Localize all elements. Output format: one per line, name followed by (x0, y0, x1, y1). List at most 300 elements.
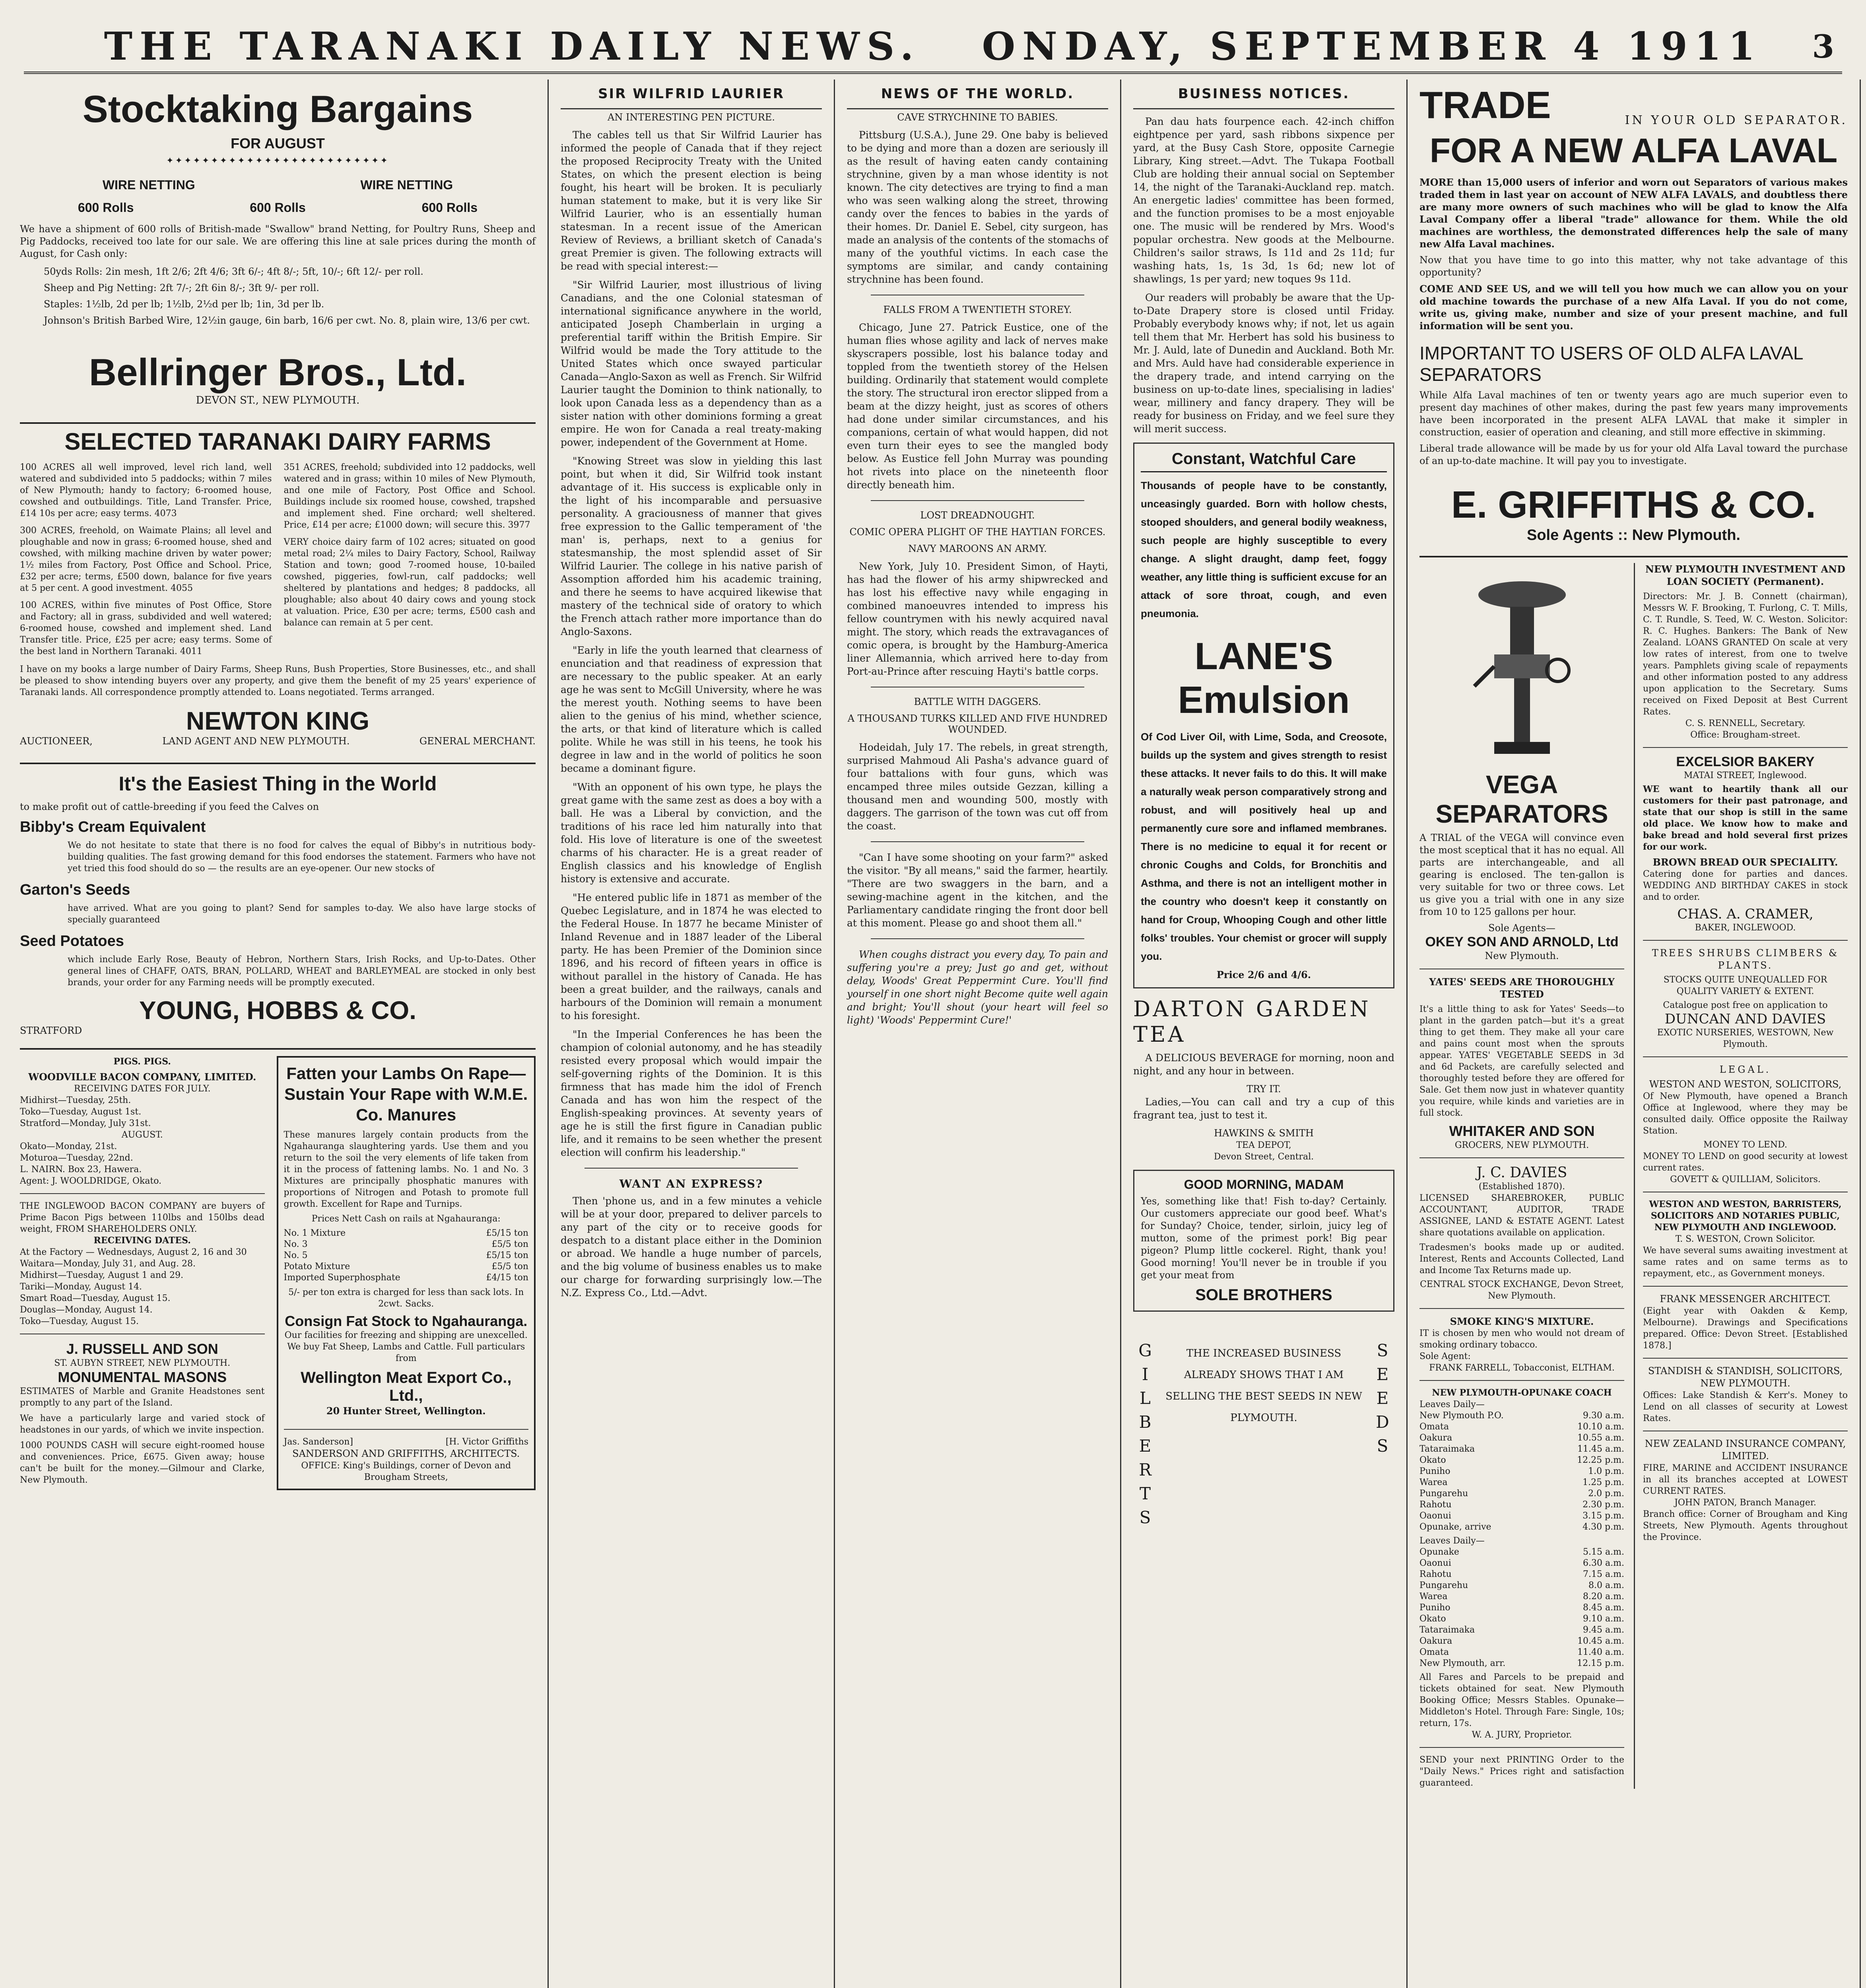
whitaker-subtitle: GROCERS, NEW PLYMOUTH. (1454, 1140, 1589, 1150)
stop-name: Tataraimaka (1419, 1444, 1475, 1454)
timetable-row (1419, 1580, 1624, 1591)
date-line: Moturoa—Tuesday, 22nd. (20, 1153, 133, 1163)
right-lower-right (1634, 563, 1848, 1789)
timetable-row (1419, 1613, 1624, 1625)
date-line: Midhirst—Tuesday, August 1 and 29. (20, 1270, 184, 1280)
wellington-meat-ad (277, 1056, 536, 1490)
okey-address: New Plymouth. (1485, 950, 1559, 961)
darton-depot: TEA DEPOT, (1236, 1140, 1291, 1150)
article-paragraph: New York, July 10. President Simon, of Hayti, has had the flower of his army shipwrecked and has lost his effective navy while engaging in combined manoeuvres intended to impress his fellow countrymen with his newly acquired naval might. The story, which reads the extravagances of comic opera, is brought by the Hamburg-America liner Allemannia, which arrived here to-day from Port-au-Prince after rescuing Hayti's battle corps. (847, 561, 1108, 677)
yates-heading: YATES' SEEDS ARE THOROUGHLY TESTED (1429, 976, 1615, 1000)
date-line: Smart Road—Tuesday, August 15. (20, 1293, 171, 1303)
trees-catalogue: Catalogue post free on application to (1663, 1000, 1828, 1010)
price-value: £5/15 ton (486, 1228, 528, 1238)
express-text (561, 1194, 822, 1299)
brown-bread: BROWN BREAD OUR SPECIALITY. (1652, 856, 1838, 868)
timetable-row (1419, 1499, 1624, 1510)
okey-name: OKEY SON AND ARNOLD, Ltd (1425, 934, 1619, 949)
article-subhead: A THOUSAND TURKS KILLED AND FIVE HUNDRED WOUNDED. (847, 713, 1108, 735)
govett-name: GOVETT & QUILLIAM, Solicitors. (1670, 1175, 1821, 1184)
alfa-now: Now that you have time to go into this matter, why not take advantage of this opportunity? (1419, 254, 1848, 278)
wellington-address: 20 Hunter Street, Wellington. (326, 1405, 486, 1417)
important-title: IMPORTANT TO USERS OF OLD ALFA LAVAL SEPARATORS (1419, 343, 1803, 385)
poem: When coughs distract you every day, To pain and suffering you're a prey; Just go and get, without delay, Woods' Great Peppermint Cure. You'll find yourself in one short night Become quite well again and bright; You'll shout (your heart will feel so light) 'Woods' Peppermint Cure!' (847, 949, 1108, 1026)
divider (871, 841, 1084, 842)
timetable-row (1419, 1421, 1624, 1433)
stop-time: 10.55 a.m. (1577, 1433, 1624, 1443)
stop-time: 10.10 a.m. (1577, 1422, 1624, 1432)
inglewood-bacon: THE INGLEWOOD BACON COMPANY are buyers of Prime Bacon Pigs between 110lbs and 150lbs dead weight, FROM SHAREHOLDERS ONLY. (20, 1201, 265, 1234)
farm-listing: 351 ACRES, freehold; subdivided into 12 paddocks, well watered and in grass; within 10 miles of New Plymouth, and one mile of Factory, Post Office and School. Buildings include six roomed house, cowshed, trapshed and implement shed. Fine orchard; well sheltered. Price, £14 per acre; £1000 down; will secure this. 3977 (283, 462, 536, 530)
dairy-farms-ad (20, 422, 536, 747)
money-text: MONEY TO LEND on good security at lowest current rates. (1643, 1151, 1848, 1173)
bibby-title: Bibby's Cream Equivalent (20, 819, 206, 835)
jury-name: W. A. JURY, Proprietor. (1472, 1730, 1572, 1740)
stock-text: We have a particularly large and varied stock of headstones in our yards, of which we invite inspection. (20, 1413, 265, 1435)
timetable-row (1419, 1547, 1624, 1558)
section-header: NEWS OF THE WORLD. (847, 80, 1108, 109)
stop-name: Oaonui (1419, 1511, 1451, 1521)
price-item: No. 5 (283, 1250, 308, 1260)
cramer-subtitle: BAKER, INGLEWOOD. (1695, 923, 1796, 933)
bellringer-address: DEVON ST., NEW PLYMOUTH. (196, 394, 360, 406)
price-value: £5/5 ton (491, 1262, 528, 1272)
column-news-of-world (835, 80, 1121, 1988)
stop-time: 2.0 p.m. (1588, 1489, 1624, 1499)
pigs-heading: PIGS. PIGS. (113, 1056, 171, 1067)
stop-name: Tataraimaka (1419, 1625, 1475, 1635)
article-paragraph: Then 'phone us, and in a few minutes a vehicle will be at your door, prepared to deliver parcels to any part of the city or to receive goods for despatch to a distant place either in the Dominion or abroad. We handle a huge number of parcels, and the big volume of business enables us to make our charge for forwarding surprisingly low.—The N.Z. Express Co., Ltd.—Advt. (561, 1195, 822, 1299)
price-value: £5/5 ton (491, 1239, 528, 1249)
weston-text: Of New Plymouth, have opened a Branch Office at Inglewood, where they may be consulted daily. Office opposite the Railway Station. (1643, 1091, 1848, 1136)
stop-time: 12.25 p.m. (1577, 1455, 1624, 1465)
notice-paragraph: Our readers will probably be aware that the Up-to-Date Drapery store is closed until Friday. Probably everybody knows why; if not, let us again tell them that Mr. Herbert has sold his business to Mr. J. Auld, late of Dunedin and Auckland. Both Mr. and Mrs. Auld have had considerable experience in the drapery trade, and intend carrying on the business on up-to-date lines, specialising in ladies' wear, millinery and fancy drapery. They will be ready for business on Friday, and we feel sure they will merit success. (1133, 292, 1394, 435)
russell-address: ST. AUBYN STREET, NEW PLYMOUTH. (54, 1358, 231, 1368)
stocktaking-ad (20, 87, 536, 327)
stop-name: New Plymouth P.O. (1419, 1411, 1504, 1421)
stop-name: Warea (1419, 1592, 1448, 1602)
article-subhead: AN INTERESTING PEN PICTURE. (607, 112, 775, 123)
article-body (561, 128, 822, 1159)
article-paragraph: Hodeidah, July 17. The rebels, in great strength, surprised Mahmoud Ali Pasha's advance guard of four battalions with four guns, which was encamped three miles outside Gezzan, killing a thousand men and wounding 500, mostly with daggers. The garrison of the town was cut off from the coast. (847, 742, 1108, 832)
stop-name: Oakura (1419, 1636, 1452, 1646)
gilberts-text: THE INCREASED BUSINESS ALREADY SHOWS THAT I AM SELLING THE BEST SEEDS IN NEW PLYMOUTH. (1165, 1347, 1362, 1424)
bellringer-ad (20, 351, 536, 406)
davies-text: LICENSED SHAREBROKER, PUBLIC ACCOUNTANT, AUDITOR, TRADE ASSIGNEE, LAND & ESTATE AGENT. Latest share quotations available on application. (1419, 1193, 1624, 1238)
date-line: Toko—Tuesday, August 15. (20, 1316, 139, 1326)
price-item: No. 1 Mixture (283, 1228, 346, 1238)
investment-text: Directors: Mr. J. B. Connett (chairman), Messrs W. F. Brooking, T. Furlong, C. T. Mills, C. T. Rundle, S. Teed, W. C. Weston. Solicitor: R. C. Hughes. Bankers: The Bank of New Zealand. LOANS GRANTED On scale at very low rates of interest, from one to twelve years. Pamphlets giving scale of repayments and other information posted to any address upon application to the Secretary. Sums received on Fixed Deposit at Best Current Rates. (1643, 592, 1848, 717)
garton-text: have arrived. What are you going to plant? Send for samples to-day. We also have large stocks of specially guaranteed (68, 903, 536, 925)
potatoes-text: which include Early Rose, Beauty of Hebron, Northern Stars, Irish Rocks, and Up-to-Dates. Other general lines of CHAFF, OATS, BRAN, POLLARD, WHEAT and BARLEYMEAL are stocked in only best brands, your order for any Farming needs will be promptly executed. (68, 955, 536, 988)
messenger-name: FRANK MESSENGER ARCHITECT. (1660, 1293, 1831, 1305)
price-item: Potato Mixture (283, 1262, 350, 1272)
article-paragraph: The cables tell us that Sir Wilfrid Laurier has informed the people of Canada that if they reject the proposed Reciprocity Treaty with the United States, on which the present election is being fought, his heart will be broken. It is peculiarly human statement to make, but it is very like Sir Wilfrid Laurier, who is an essentially human statesman. In a recent issue of the American Review of Reviews, a brilliant sketch of Canada's great Premier is given. The following extracts will be read with special interest:— (561, 129, 822, 272)
smoke-agent: Sole Agent: (1419, 1351, 1471, 1361)
nzins-text: FIRE, MARINE and ACCIDENT INSURANCE in all its branches accepted at LOWEST CURRENT RATES. (1643, 1463, 1848, 1496)
stop-name: Rahotu (1419, 1569, 1452, 1579)
discount-text: 5/- per ton extra is charged for less than sack lots. In 2cwt. Sacks. (288, 1287, 524, 1309)
column-right-ads (1408, 80, 1861, 1988)
price-table (284, 1228, 529, 1283)
russell-name: J. RUSSELL AND SON (66, 1341, 218, 1357)
sanderson-name: SANDERSON AND GRIFFITHS, ARCHITECTS. (292, 1448, 520, 1459)
article-paragraph: Chicago, June 27. Patrick Eustice, one of the human flies whose agility and lack of nerves make skyscrapers possible, lost his balance today and toppled from the twentieth storey of the Helsen building. Ordinarily that statement would complete the story. The structural iron erector slipped from a beam at the dizzy height, just as scores of others had done under similar circumstances, and his companions, certain of what would happen, did not even turn their eyes to see the mangled body below. As Eustice fell John Murray was pounding hot rivets into place on the nineteenth floor directly beneath him. (847, 322, 1108, 491)
stop-time: 7.15 a.m. (1583, 1569, 1624, 1579)
receiving-dates: RECEIVING DATES FOR JULY. (74, 1084, 211, 1094)
legal-heading: LEGAL. (1719, 1064, 1771, 1075)
date-line: AUGUST. (121, 1130, 163, 1140)
yates-text: It's a little thing to ask for Yates' Seeds—to plant in the garden patch—but it's a great thing to get them. They make all your care and pains count most when the sprouts appear. YATES' VEGETABLE SEEDS in 3d and 6d Packets, are carefully selected and thoroughly tested before they are offered for Sale. Get them now just in whatever quantity you require, while kinds and varieties are in full stock. (1419, 1004, 1624, 1118)
inglewood-dates-title: RECEIVING DATES. (93, 1235, 191, 1246)
davies-exchange: CENTRAL STOCK EXCHANGE, Devon Street, New Plymouth. (1420, 1279, 1624, 1301)
price-row (284, 1239, 529, 1250)
griffiths-name: E. GRIFFITHS & CO. (1451, 483, 1816, 526)
right-lower-left (1419, 563, 1624, 1789)
woodville-name: WOODVILLE BACON COMPANY, LIMITED. (28, 1071, 256, 1083)
stop-name: Omata (1419, 1422, 1449, 1432)
divider (20, 1193, 265, 1194)
darton-ladies: Ladies,—You can call and try a cup of this fragrant tea, just to test it. (1133, 1096, 1394, 1121)
prices-note: Prices Nett Cash on rails at Ngahauranga: (311, 1214, 501, 1224)
article-paragraph: Pittsburg (U.S.A.), June 29. One baby is believed to be dying and more than a dozen are seriously ill as the result of having eaten candy containing strychnine, given by a man whose identity is not known. The city detectives are trying to find a man who was seen walking along the street, throwing candy over the fences to babies in the yards of their homes. Dr. Daniel E. Sebel, city surgeon, has made an analysis of the contents of the stomachs of many of the youthful victims. In each case the symptoms are similar, and candy containing strychnine has been found. (847, 129, 1108, 285)
stop-time: 5.15 a.m. (1583, 1547, 1624, 1557)
lanes-emulsion-ad (1133, 443, 1394, 988)
article-subhead: LOST DREADNOUGHT. (920, 510, 1035, 521)
price-item: Imported Superphosphate (283, 1273, 400, 1283)
emulsion-title: Emulsion (1178, 679, 1350, 721)
bakery-text: WE want to heartily thank all our customers for their past patronage, and state that our shop is still in the same old place. We know how to make and bake bread and hold several first prizes for our work. (1643, 784, 1848, 852)
gilberts-seeds-ad (1133, 1319, 1394, 1716)
cream-separator-icon (1470, 571, 1574, 762)
farm-listing: VERY choice dairy farm of 102 acres; situated on good metal road; 2¼ miles to Dairy Factory, School, Railway Station and town; good 7-roomed house, 10-bailed cowshed, piggeries, fowl-run, calf paddocks; well sheltered by plantations and hedges; 8 paddocks, all ploughable; also about 40 dairy cows and young stock at valuation. Price, £30 per acre; terms, £500 cash and balance can remain at 5 per cent. (283, 537, 536, 628)
davies-text2: Tradesmen's books made up or audited. Interest, Rents and Accounts Collected, Land and Income Tax Returns made up. (1419, 1242, 1624, 1276)
partner-name: [H. Victor Griffiths (445, 1437, 528, 1447)
stop-time: 6.30 a.m. (1583, 1558, 1624, 1568)
lanes-text: Of Cod Liver Oil, with Lime, Soda, and Creosote, builds up the system and gives strength to resist these attacks. It never fails to do this. It will make a naturally weak person comparatively strong and robust, and will positively heal up and permanently cure sore and inflamed membranes. There is no medicine to equal it for recent or chronic Coughs and Colds, for Bronchitis and Asthma, and there is not an intelligent mother in the country who doesn't keep it constantly on hand for Croup, Whooping Cough and other little folks' troubles. Your chemist or grocer will supply you. (1141, 731, 1387, 962)
stocktaking-title: Stocktaking Bargains (82, 88, 473, 130)
consign-title: Consign Fat Stock to Ngahauranga. (285, 1313, 528, 1329)
stocktaking-item: Sheep and Pig Netting: 2ft 7/-; 2ft 6in 8/-; 3ft 9/- per roll. (44, 282, 319, 293)
article-paragraph: "Knowing Street was slow in yielding this last point, but when it did, Sir Wilfrid took instant advantage of it. His success is explicable only in the light of his incomparable and persuasive personality. A graciousness of manner that gives free expression to the Gallic temperament of 'the man' is, perhaps, next to a genius for statesmanship, the most splendid asset of Sir Wilfrid Laurier. The college in his native parish of Assomption afforded him his academic training, and there he seems to have acquired likewise that mastery of the technical side of oratory to which the French attach rather more importance than do Anglo-Saxons. (561, 455, 822, 637)
divider (1643, 940, 1848, 941)
davies-name: J. C. DAVIES (1476, 1165, 1567, 1181)
gilberts-vertical: G I L B E R T S (1138, 1341, 1152, 1527)
farrell-name: FRANK FARRELL, Tobacconist, ELTHAM. (1429, 1363, 1615, 1373)
whitaker-name: WHITAKER AND SON (1449, 1123, 1595, 1139)
date-line: Douglas—Monday, August 14. (20, 1305, 153, 1315)
stop-time: 1.25 p.m. (1583, 1477, 1624, 1487)
bakery-subtitle: MATAI STREET, Inglewood. (1683, 771, 1807, 780)
liberal-text: Liberal trade allowance will be made by us for your old Alfa Laval toward the purchase of an up-to-date machine. It will pay you to investigate. (1419, 443, 1848, 466)
nzins-office: Branch office: Corner of Brougham and King Streets, New Plymouth. Agents throughout the Province. (1643, 1509, 1848, 1542)
farm-listing: 100 ACRES, within five minutes of Post Office, Store and Factory; all in grass, subdivided and well watered; 6-roomed house, cowshed and implement shed. Land Transfer title. Price, £25 per acre; easy terms. Some of the best land in Northern Taranaki. 4011 (20, 600, 272, 656)
constant-care-text: Thousands of people have to be constantly, unceasingly guarded. Born with hollow chests, stooped shoulders, and general bodily weakness, such people are highly susceptible to every change. A slight draught, damp feet, foggy weather, any little thing is sufficient excuse for an attack of sore throat, cough, and even pneumonia. (1141, 480, 1387, 619)
date-line: Stratford—Monday, July 31st. (20, 1118, 151, 1128)
weston2-solicitor: T. S. WESTON, Crown Solicitor. (1675, 1234, 1816, 1244)
column-advertisements (8, 80, 549, 1988)
date-line: Midhirst—Tuesday, 25th. (20, 1095, 131, 1105)
article-paragraph: "Can I have some shooting on your farm?" asked the visitor. "By all means," said the farmer, heartily. "There are two swaggers in the barn, and a sewing-machine agent in the kitchen, and the Parliamentary candidate ringing the front door bell at this moment. Please go and shoot them all." (847, 852, 1108, 929)
divider (1643, 1358, 1848, 1359)
alfa-text: MORE than 15,000 users of inferior and worn out Separators of various makes traded them in last year on account of NEW ALFA LAVALS, and doubtless there are many more owners of such machines who will be glad to know the Alfa Laval Company offer a liberal "trade" allowance for them. While the old machines are worthless, the demonstrated differences help the sale of many new Alfa Laval machines. (1419, 177, 1848, 250)
coach-leaves: Leaves Daily— (1419, 1536, 1485, 1546)
page-number: 3 (1812, 28, 1834, 65)
wire-netting-label: WIRE NETTING (102, 178, 195, 192)
alfa-title: FOR A NEW ALFA LAVAL (1429, 132, 1838, 170)
trade-title: TRADE (1419, 84, 1551, 126)
estimates-text: ESTIMATES of Marble and Granite Headstones sent promptly to any part of the Island. (20, 1386, 265, 1408)
stop-name: Opunake, arrive (1419, 1522, 1491, 1532)
price-row (284, 1272, 529, 1283)
newton-king-role: GENERAL MERCHANT. (419, 736, 536, 747)
ornament-divider: ✦✦✦✦✦✦✦✦✦✦✦✦✦✦✦✦✦✦✦✦✦✦✦✦✦ (166, 156, 389, 166)
article-subhead: FALLS FROM A TWENTIETH STOREY. (883, 304, 1072, 315)
date-line: Tariki—Monday, August 14. (20, 1282, 142, 1292)
price-value: £5/15 ton (486, 1250, 528, 1260)
weston-name: WESTON AND WESTON, SOLICITORS, (1649, 1079, 1842, 1090)
stop-name: Puniho (1419, 1603, 1450, 1613)
timetable-row (1419, 1602, 1624, 1613)
wellington-firm: Wellington Meat Export Co., Ltd., (301, 1369, 512, 1404)
stop-time: 2.30 p.m. (1583, 1500, 1624, 1510)
column-laurier (549, 80, 835, 1988)
timetable-row (1419, 1488, 1624, 1499)
nzins-manager: JOHN PATON, Branch Manager. (1674, 1498, 1816, 1508)
nzins-name: NEW ZEALAND INSURANCE COMPANY, LIMITED. (1645, 1438, 1846, 1462)
stocktaking-item: Johnson's British Barbed Wire, 12½in gauge, 6in barb, 16/6 per cwt. No. 8, plain wire, 13/6 per cwt. (44, 315, 530, 326)
bellringer-name: Bellringer Bros., Ltd. (89, 351, 467, 394)
stocktaking-intro: We have a shipment of 600 rolls of British-made "Swallow" brand Netting, for Poultry Runs, Sheep and Pig Paddocks, received too late for our sale. We are offering this line at sale prices during the month of August, for Cash only: (20, 223, 536, 259)
stop-time: 9.10 a.m. (1583, 1614, 1624, 1624)
stop-name: Pungarehu (1419, 1580, 1468, 1590)
stop-time: 10.45 a.m. (1577, 1636, 1624, 1646)
potatoes-title: Seed Potatoes (20, 933, 124, 949)
price-value: £4/15 ton (486, 1273, 528, 1283)
young-hobbs-name: YOUNG, HOBBS & CO. (139, 996, 416, 1025)
stop-time: 1.0 p.m. (1588, 1466, 1624, 1476)
stop-time: 12.15 p.m. (1577, 1658, 1624, 1668)
stop-time: 9.45 a.m. (1583, 1625, 1624, 1635)
stop-time: 11.40 a.m. (1577, 1647, 1624, 1657)
divider (1643, 1286, 1848, 1287)
farms-footer: I have on my books a large number of Dairy Farms, Sheep Runs, Bush Properties, Store Businesses, etc., and shall be pleased to show intending buyers over any property, and give them the benefit of my 25 years' experience of Taranaki lands. All correspondence promptly attended to. Loans negotiated. Terms arranged. (20, 664, 536, 697)
date-line: Waitara—Monday, July 31, and Aug. 28. (20, 1259, 196, 1269)
investment-office: Office: Brougham-street. (1690, 730, 1800, 740)
timetable-row (1419, 1569, 1624, 1580)
coach-timetable (1419, 1410, 1624, 1533)
alfa-come: COME AND SEE US, and we will tell you how much we can allow you on your old machine towards the purchase of a new Alfa Laval. If you do not come, write us, giving make, number and size of your present machine, and full information will be sent you. (1419, 283, 1848, 332)
wellington-text: These manures largely contain products from the Ngahauranga slaughtering yards. Use them and you return to the soil the very elements of life taken from it in the process of fattening lambs. No. 1 and No. 3 Mixtures are principally phosphatic manures with proportions of Nitrogen and Potash to promote full growth. Excellent for Rape and Turnips. (283, 1130, 528, 1209)
article-subhead: CAVE STRYCHNINE TO BABIES. (897, 112, 1058, 123)
stop-time: 11.45 a.m. (1577, 1444, 1624, 1454)
article-subhead: COMIC OPERA PLIGHT OF THE HAYTIAN FORCES. (849, 526, 1106, 538)
divider (1419, 1380, 1624, 1381)
seeds-vertical: S E E D S (1376, 1341, 1389, 1456)
wire-netting-label: WIRE NETTING (360, 178, 453, 192)
lanes-price: Price 2/6 and 4/6. (1216, 969, 1311, 980)
pigs-ad (20, 1056, 265, 1490)
timetable-row (1419, 1455, 1624, 1466)
duncan-name: DUNCAN AND DAVIES (1664, 1011, 1826, 1027)
divider (1643, 1056, 1848, 1057)
trees-text: STOCKS QUITE UNEQUALLED FOR QUALITY VARIETY & EXTENT. (1663, 975, 1827, 996)
masthead (24, 16, 1842, 74)
partner-name: Jas. Sanderson] (283, 1437, 353, 1447)
easiest-title: It's the Easiest Thing in the World (118, 773, 437, 795)
date-line: Okato—Monday, 21st. (20, 1142, 117, 1151)
vega-title: VEGA SEPARATORS (1435, 770, 1608, 828)
young-hobbs-ad (20, 763, 536, 1036)
divider (1419, 1157, 1624, 1158)
farm-listing: 300 ACRES, freehold, on Waimate Plains; all level and ploughable and now in grass; 6-roomed house, shed and cowshed, with milking machine driven by water power; 1½ miles from Factory, Post Office and School. Price, £32 per acre; terms, £500 down, balance for five years at 5 per cent. A good investment. 4055 (20, 526, 272, 593)
timetable-row (1419, 1410, 1624, 1421)
standish-text: Offices: Lake Standish & Kerr's. Money to Lend on all classes of security at Lowest Rates. (1643, 1390, 1848, 1423)
agent-line: L. NAIRN. Box 23, Hawera. (20, 1165, 142, 1175)
darton-address: Devon Street, Central. (1214, 1152, 1314, 1162)
alfa-laval-ad (1419, 83, 1848, 544)
wellington-headline: Fatten your Lambs On Rape—Sustain Your Rape with W.M.E. Co. Manures (284, 1064, 528, 1124)
section-header: SIR WILFRID LAURIER (561, 80, 822, 109)
newton-king-name: NEWTON KING (186, 707, 370, 735)
investment-secretary: C. S. RENNELL, Secretary. (1685, 718, 1806, 728)
sanderson-office: OFFICE: King's Buildings, corner of Devon and Brougham Streets, (301, 1461, 511, 1482)
price-row (284, 1228, 529, 1239)
newton-king-role: AUCTIONEER, (20, 736, 93, 747)
stop-name: Pungarehu (1419, 1489, 1468, 1499)
stop-time: 4.30 p.m. (1583, 1522, 1624, 1532)
timetable-row (1419, 1433, 1624, 1444)
coach-timetable-return (1419, 1547, 1624, 1669)
griffiths-subtitle: Sole Agents :: New Plymouth. (1527, 527, 1740, 544)
article-paragraph: "Sir Wilfrid Laurier, most illustrious of living Canadians, and the one Colonial statesman of international significance anywhere in the world, anticipated Joseph Chamberlain in urging a preferential tariff within the British Empire. Sir Wilfrid would be made the Tory attitude to the United States which once swayed particular Canada—Anglo-Saxon as well as French. Sir Wilfrid Laurier taught the Dominion to think nationally, to look upon Canada less as a dependency than as a sister nation with other dominions forming a great empire. He won for Canada a real treaty-making power, independent of the Government at Home. (561, 279, 822, 448)
stop-time: 8.0 a.m. (1588, 1580, 1624, 1590)
smoke-text: IT is chosen by men who would not dream of smoking ordinary tobacco. (1419, 1328, 1624, 1350)
coach-heading: NEW PLYMOUTH-OPUNAKE COACH (1432, 1388, 1612, 1398)
standish-name: STANDISH & STANDISH, SOLICITORS, NEW PLYMOUTH. (1648, 1365, 1843, 1389)
divider (584, 1168, 798, 1169)
weston2-name: WESTON AND WESTON, BARRISTERS, SOLICITORS AND NOTARIES PUBLIC, NEW PLYMOUTH AND INGLEWOOD. (1649, 1199, 1842, 1233)
printing-notice: SEND your next PRINTING Order to the "Daily News." Prices right and satisfaction guaranteed. (1419, 1755, 1624, 1788)
article-paragraph: "Early in life the youth learned that clearness of enunciation and that readiness of expression that are necessary to the public speaker. At an early age he was sent to McGill University, where he was the merest youth. Nothing seems to have been alien to the genius of his mind, whether science, the arts, or that kind of literature which is called polite. While he was still in his teens, he took his degree in law and in the world of politics he soon became a dominant figure. (561, 645, 822, 774)
divider (1419, 1308, 1624, 1309)
coach-note: All Fares and Parcels to be prepaid and tickets obtained for seat. New Plymouth Booking Office; Messrs Stables. Opunake—Middleton's Hotel. Through Fare: Single, 10s; return, 17s. (1419, 1672, 1624, 1728)
easiest-lead: to make profit out of cattle-breeding if you feed the Calves on (20, 801, 319, 812)
rolls-label: 600 Rolls (78, 200, 134, 215)
davies-established: (Established 1870). (1478, 1182, 1565, 1192)
divider (871, 500, 1084, 501)
weston2-text: We have several sums awaiting investment at same rates and on same terms as to repayment, etc., as Government moneys. (1643, 1246, 1848, 1279)
brown-text: Catering done for parties and dances. WEDDING AND BIRTHDAY CAKES in stock and to order. (1643, 869, 1848, 902)
vega-text: A TRIAL of the VEGA will convince even the most sceptical that it has no equal. All parts are interchangeable, and all gearing is enclosed. The ten-gallon is very suitable for two or three cows. Let us give you a trial with one in any size from 10 to 125 gallons per hour. (1419, 832, 1624, 917)
divider (1643, 747, 1848, 748)
separator-illustration (1419, 563, 1624, 770)
stop-name: Puniho (1419, 1466, 1450, 1476)
bibby-text: We do not hesitate to state that there is no food for calves the equal of Bibby's in nutritious body-building qualities. The fast growing demand for this food endorses the statement. Farmers who have not yet tried this food should do so — the results are an eye-opener. Our new stocks of (68, 841, 536, 874)
trade-subtitle: IN YOUR OLD SEPARATOR. (1625, 113, 1848, 127)
divider (284, 1429, 529, 1430)
agent-line: Agent: J. WOOLDRIDGE, Okato. (20, 1176, 162, 1186)
darton-text: A DELICIOUS BEVERAGE for morning, noon and night, and any hour in between. (1133, 1052, 1394, 1077)
dairy-farms-title: SELECTED TARANAKI DAIRY FARMS (64, 428, 491, 455)
stop-name: Omata (1419, 1647, 1449, 1657)
article-paragraph: "With an opponent of his own type, he plays the great game with the same zest as does a boy with a ball. He was a Liberal by conviction, and the traditions of his race led him naturally into that fold. His love of literature is one of the sweetest charms of his character. He is a great reader of English classics and his knowledge of English history is extensive and accurate. (561, 781, 822, 885)
consign-text: Our facilities for freezing and shipping are unexcelled. We buy Fat Sheep, Lambs and Cattle. Full particulars from (284, 1330, 528, 1363)
stop-time: 3.15 p.m. (1583, 1511, 1624, 1521)
article-paragraph: "He entered public life in 1871 as member of the Quebec Legislature, and in 1874 he was elected to the Federal House. In 1877 he became Minister of Inland Revenue and in 1887 leader of the Liberal party. He has been Premier of the Dominion since 1896, and his record of fifteen years in office is without parallel in the history of Canada. He has been a great builder, and the railways, canals and harbours of the Dominion will remain a monument to his foresight. (561, 892, 822, 1021)
sole-brothers-name: SOLE BROTHERS (1195, 1286, 1332, 1304)
morning-text: Yes, something like that! Fish to-day? Certainly. Our customers appreciate our good beef. What's for Sunday? Choice, tender, sirloin, juicy leg of mutton, some of the primest pork! Big pear pigeon? Plump little cockerel. Right, thank you! Good morning! You'll never be in trouble if you get your meat from (1141, 1196, 1387, 1281)
smoke-heading: SMOKE KING'S MIXTURE. (1450, 1316, 1594, 1327)
stop-name: New Plymouth, arr. (1419, 1658, 1506, 1668)
stop-name: Okato (1419, 1455, 1446, 1465)
timetable-row (1419, 1510, 1624, 1522)
timetable-row (1419, 1625, 1624, 1636)
timetable-row (1419, 1558, 1624, 1569)
cramer-name: CHAS. A. CRAMER, (1677, 906, 1814, 922)
timetable-row (1419, 1466, 1624, 1477)
express-heading: WANT AN EXPRESS? (619, 1177, 763, 1190)
farm-listing: 100 ACRES all well improved, level rich land, well watered and subdivided into 5 paddocks; within 7 miles of New Plymouth; handy to factory; 6-roomed house, cowshed and outbuildings. Title, Land Transfer. Price, £14 10s per acre; easy terms. 4073 (20, 462, 272, 518)
column-business-notices (1121, 80, 1408, 1988)
section-header: BUSINESS NOTICES. (1133, 80, 1394, 109)
stop-name: Oaonui (1419, 1558, 1451, 1568)
messenger-text: (Eight year with Oakden & Kemp, Melbourne). Drawings and Specifications prepared. Office: Devon Street. [Established 1878.] (1643, 1306, 1848, 1351)
timetable-row (1419, 1658, 1624, 1669)
bakery-title: EXCELSIOR BAKERY (1676, 754, 1815, 769)
rolls-label: 600 Rolls (250, 200, 306, 215)
stop-name: Okato (1419, 1614, 1446, 1624)
money-heading: MONEY TO LEND. (1703, 1140, 1787, 1150)
darton-try: TRY IT. (1247, 1083, 1281, 1095)
darton-firm: HAWKINS & SMITH (1214, 1128, 1314, 1139)
trees-heading: TREES SHRUBS CLIMBERS & PLANTS. (1652, 947, 1839, 971)
right-lower-grid (1419, 556, 1848, 1789)
duncan-subtitle: EXOTIC NURSERIES, WESTOWN, New Plymouth. (1657, 1028, 1834, 1049)
stop-name: Rahotu (1419, 1500, 1452, 1510)
garton-title: Garton's Seeds (20, 881, 130, 898)
young-hobbs-place: STRATFORD (20, 1025, 82, 1036)
important-text: While Alfa Laval machines of ten or twenty years ago are much superior even to present day machines of other makes, during the past few years many improvements have been incorporated in the present ALFA LAVAL that make it simpler in construction, easier of operation and cleaning, and still more effective in skimming. (1419, 390, 1848, 438)
timetable-row (1419, 1444, 1624, 1455)
newton-king-role: LAND AGENT AND NEW PLYMOUTH. (162, 736, 350, 747)
constant-care-title: Constant, Watchful Care (1141, 450, 1387, 472)
lanes-title: LANE'S (1194, 635, 1333, 678)
stocktaking-subtitle: FOR AUGUST (231, 135, 325, 151)
divider (871, 938, 1084, 939)
vega-agents: Sole Agents— (1488, 922, 1555, 934)
price-item: No. 3 (283, 1239, 308, 1249)
article-subhead: BATTLE WITH DAGGERS. (914, 696, 1041, 707)
timetable-row (1419, 1636, 1624, 1647)
price-row (284, 1261, 529, 1272)
price-row (284, 1250, 529, 1261)
stop-name: Oakura (1419, 1433, 1452, 1443)
timetable-row (1419, 1591, 1624, 1602)
article-paragraph: "In the Imperial Conferences he has been the champion of colonial autonomy, and he has steadily resisted every proposal which would impair the self-governing rights of the Dominion. It is this firmness that has made him the idol of French Canada and has won him the respect of the English-speaking provinces. At seventy years of age he is still the first figure in Canadian public life, and it remains to be seen whether the present election will confirm his leadership." (561, 1029, 822, 1158)
stocktaking-item: Staples: 1½lb, 2d per lb; 1½lb, 2½d per lb; 1in, 3d per lb. (44, 299, 324, 310)
divider (1419, 1747, 1624, 1748)
article-subhead: NAVY MAROONS AN ARMY. (908, 543, 1047, 554)
timetable-row (1419, 1522, 1624, 1533)
coach-leaves: Leaves Daily— (1419, 1400, 1485, 1409)
rolls-label: 600 Rolls (421, 200, 478, 215)
cash-house-text: 1000 POUNDS CASH will secure eight-roomed house and conveniences. Price, £675. Given away; house can't be built for the money.—Gilmour and Clarke, New Plymouth. (20, 1441, 265, 1485)
stop-time: 8.20 a.m. (1583, 1592, 1624, 1602)
newspaper-title: THE TARANAKI DAILY NEWS. ONDAY, SEPTEMBER 4 1911 (104, 24, 1762, 69)
investment-title: NEW PLYMOUTH INVESTMENT AND LOAN SOCIETY (Permanent). (1645, 563, 1845, 587)
monumental-masons: MONUMENTAL MASONS (58, 1369, 227, 1385)
